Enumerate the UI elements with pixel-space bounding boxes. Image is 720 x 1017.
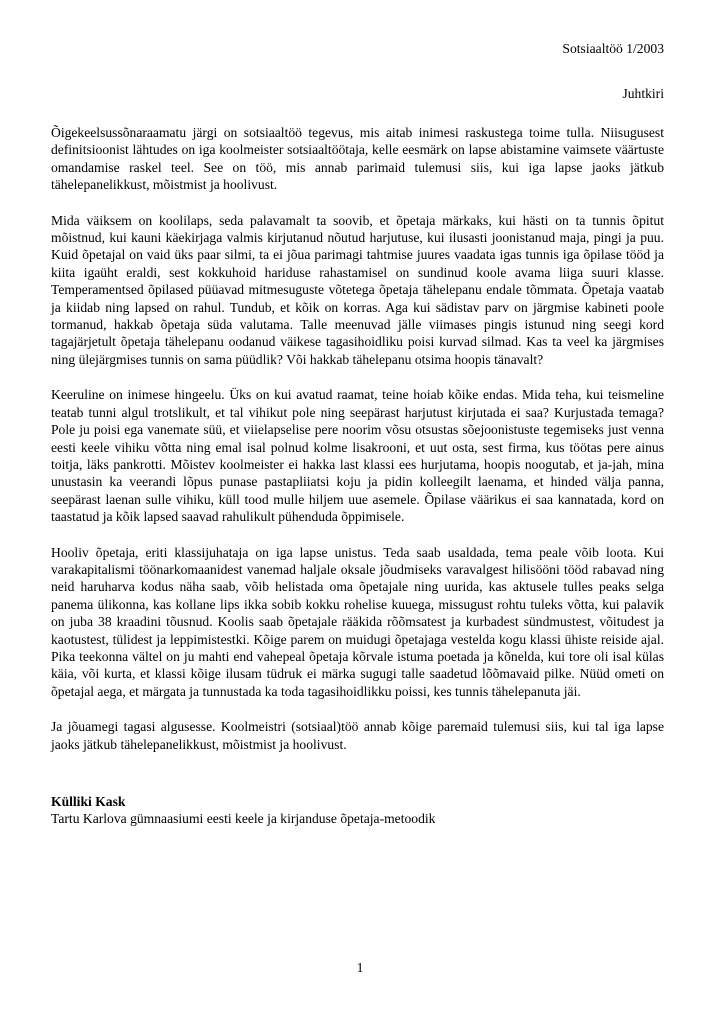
author-block xyxy=(51,793,664,828)
author-role: Tartu Karlova gümnaasiumi eesti keele ja kirjanduse õpetaja-metoodik xyxy=(51,811,436,827)
article-body xyxy=(51,124,664,753)
author-name: Külliki Kask xyxy=(51,794,126,809)
paragraph-1: Õigekeelsussõnaraamatu järgi on sotsiaaltöö tegevus, mis aitab inimesi raskustega toime tulla. Niisugusest definitsioonist lähtudes on iga koolmeister sotsiaaltöötaja, kelle eesmärk on lapse abistamine vaimsete väärtuste omandamise raskel teel. See on töö, mis annab parimaid tulemusi siis, kui iga lapse jaoks jätkub tähelepanelikkust, mõistmist ja hoolivust. xyxy=(51,125,664,193)
section-label: Juhtkiri xyxy=(622,86,664,101)
paragraph-2: Mida väiksem on koolilaps, seda palavamalt ta soovib, et õpetaja märkaks, kui hästi on ta tunnis õpitut mõistnud, kui kauni käekirjaga valmis kirjutanud nõutud harjutuse, kui ilusasti joonistanud maja, pingi ja puu. Kuid õpetajal on vaid üks paar silmi, ta ei jõua parimagi tahtmise juures vaadata igas tunnis iga õpilase tööd ja kiita igaüht eraldi, sest kokkuhoid hariduse rahastamisel on sundinud koole avama liiga suuri klasse. Temperamentsed õpilased püüavad mitmesuguste võtetega õpetaja tähelepanu endale tõmmata. Õpetaja vaatab ja kiidab ning lapsed on rahul. Tundub, et kõik on korras. Aga kui sädistav parv on järgmise kabineti poole tormanud, hakkab õpetaja süda valutama. Talle meenuvad jälle viimases pingis istunud ning seegi kord tagajärjetult õpetaja tähelepanu oodanud väikese tagasihoidliku poisi kurvad silmad. Kas ta veel ka järgmises ning ülejärgmises tunnis on sama püüdlik? Või hakkab tähelepanu otsima hoopis tänavalt? xyxy=(51,212,664,367)
page-number: 1 xyxy=(356,960,364,975)
paragraph-3: Keeruline on inimese hingeelu. Üks on kui avatud raamat, teine hoiab kõike endas. Mida teha, kui teismeline teatab tunni algul trotslikult, et tal vihikut pole ning seepärast harjutust kirjutada ei saa? Kurjustada temaga? Pole ju poisi ega vanemate süü, et viielapselise pere noorim võsu otsustas sõejoonistuste tegemiseks just venna eesti keele vihiku võtta ning emal isal polnud kolme lisakrooni, et uut osta, sest firma, kus töötas pere ainus toitja, läks pankrotti. Mõistev koolmeister ei hakka last klassi ees hurjutama, hoopis noogutab, et ja-jah, mina unustasin ka veerandi lõpus punase pastapliiatsi koju ja pidin kolleegilt laenama, et hinded välja panna, seepärast laenan sulle vihiku, küll tood mulle hiljem uue asemele. Õpilase väärikus ei saa kannatada, kord on taastatud ja kõik lapsed saavad rahulikult pühenduda õppimisele. xyxy=(51,387,664,525)
paragraph-4: Hooliv õpetaja, eriti klassijuhataja on iga lapse unistus. Teda saab usaldada, tema peale võib loota. Kui varakapitalismi töönarkomaanidest vanemad haljale oksale jõudmiseks varavalgest hilisööni tööd rabavad ning neid haruharva kodus näha saab, võib helistada oma õpetajale ning uurida, kas aktusele tulles peaks selga panema ülikonna, kas kollane lips ikka sobib kokku rohelise kuuega, missugust rohtu tuleks võtta, kui palavik on juba 38 kraadini tõusnud. Koolis saab õpetajale rääkida rõõmsatest ja kurbadest sündmustest, võitudest ja kaotustest, tülidest ja leppimistestki. Kõige parem on muidugi õpetajaga vestelda kogu klassi ühiste reiside ajal. Pika teekonna vältel on ju mahti end vahepeal õpetaja kõrvale istuma poetada ja kõnelda, kui tore oli isal külas käia, või kurta, et klassi kõige ilusam tüdruk ei märka sugugi talle saadetud lõõmavaid pilke. Nüüd ometi on õpetajal aega, et märgata ja tunnustada ka toda tagasihoidlikku poissi, kes tunnis tähelepanuta jäi. xyxy=(51,544,664,699)
paragraph-5: Ja jõuamegi tagasi algusesse. Koolmeistri (sotsiaal)töö annab kõige paremaid tulemusi siis, kui tal iga lapse jaoks jätkub tähelepanelikkust, mõistmist ja hoolivust. xyxy=(51,719,664,752)
journal-issue: Sotsiaaltöö 1/2003 xyxy=(562,41,664,56)
